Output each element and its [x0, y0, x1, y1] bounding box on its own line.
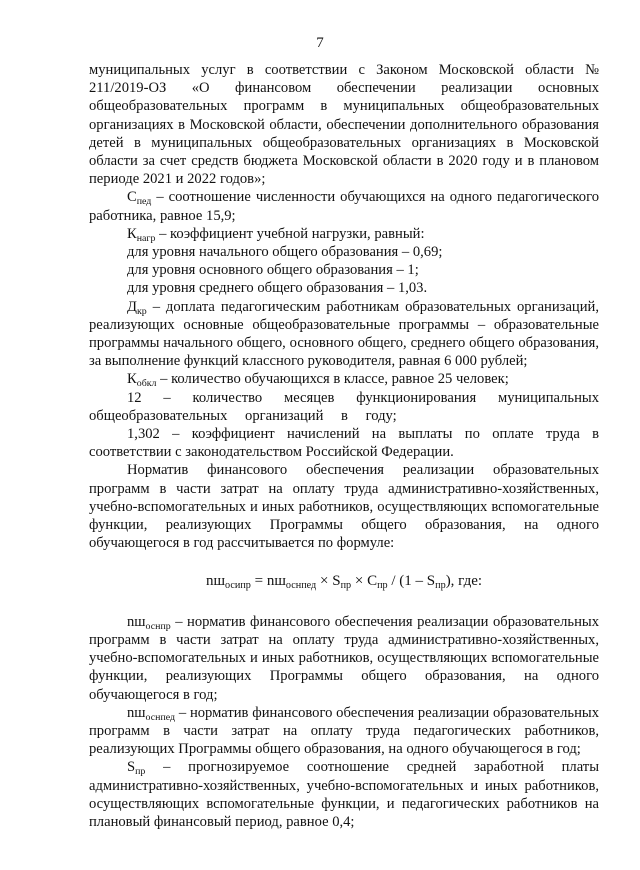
symbol: К	[127, 371, 137, 388]
symbol-subscript: оснпед	[145, 711, 176, 723]
definition-text: – соотношение численности обучающихся на одного педагогического работника, равное 15,9;	[89, 189, 599, 224]
definition-text: – количество обучающихся в классе, равное 25 человек;	[156, 371, 509, 388]
symbol-subscript: нагр	[136, 232, 156, 244]
symbol: S	[127, 759, 136, 776]
paragraph-normative-intro: Норматив финансового обеспечения реализации образовательных программ в части затрат на оплату труда административно-хозяйственных, учебно-вспомогательных и иных работников, осуществляющих вспомогательные функции, реализующих Программы общего образования, на одного обучающегося в год рассчитывается по формуле:	[89, 462, 599, 552]
formula-term: nш	[205, 573, 225, 590]
symbol-subscript: оснпр	[145, 620, 171, 632]
paragraph-law-reference: муниципальных услуг в соответствии с Законом Московской области № 211/2019-ОЗ «О финансовом обеспечении реализации основных общеобразовательных программ в муниципальных общеобразовательных организациях в Московской области, обеспечении дополнительного образования детей в муниципальных общеобразовательных организациях в Московской области за счет средств бюджета Московской области в 2020 году и в плановом периоде 2021 и 2022 годов»;	[89, 62, 599, 188]
formula	[89, 572, 599, 590]
document-body	[89, 61, 599, 831]
definition-k-obkl	[89, 370, 599, 388]
definition-text: – коэффициент учебной нагрузки, равный:	[155, 225, 425, 242]
formula-term: = nш	[250, 573, 286, 590]
definition-d-kr	[89, 298, 599, 371]
definition-c-ped	[89, 188, 599, 224]
level-basic: для уровня основного общего образования – 1;	[127, 262, 419, 279]
formula-term: ), где:	[445, 573, 483, 590]
definition-k-nagr	[89, 225, 599, 243]
definition-s-pr	[89, 758, 599, 831]
formula-subscript: осипр	[225, 580, 251, 592]
symbol-subscript: пед	[136, 196, 152, 208]
page-number: 7	[316, 35, 324, 51]
definition-nsh-osnped	[89, 704, 599, 759]
formula-subscript: пр	[435, 580, 446, 592]
level-primary: для уровня начального общего образования – 0,69;	[127, 244, 443, 261]
formula-subscript: пр	[377, 580, 388, 592]
formula-term: × S	[316, 573, 341, 590]
symbol: nш	[127, 704, 146, 721]
definition-nsh-osnpr	[89, 613, 599, 704]
definition-text: – доплата педагогическим работникам образовательных организаций, реализующих основные общеобразовательные программы – образовательные программы начального общего, основного общего, среднего общего образования, за выполнение функций классного руководителя, равная 6 000 рублей;	[89, 298, 599, 370]
symbol-subscript: обкл	[136, 378, 157, 390]
symbol: К	[127, 225, 137, 242]
definition-text: – норматив финансового обеспечения реализации образовательных программ в части затрат на оплату труда административно-хозяйственных, учебно-вспомогательных и иных работников, осуществляющих вспомогательные функции, реализующих Программы общего образования, на одного обучающегося в год;	[89, 613, 599, 703]
formula-term: × С	[351, 573, 378, 590]
symbol: С	[127, 189, 137, 206]
symbol: Д	[127, 298, 137, 315]
symbol: nш	[127, 613, 146, 630]
formula-subscript: пр	[340, 580, 352, 592]
paragraph-coefficient-1302: 1,302 – коэффициент начислений на выплаты по оплате труда в соответствии с законодательством Российской Федерации.	[89, 426, 599, 461]
paragraph-12-months: 12 – количество месяцев функционирования муниципальных общеобразовательных организаций в году;	[89, 389, 599, 424]
definition-text: – прогнозируемое соотношение средней заработной платы административно-хозяйственных, учебно-вспомогательных и иных работников, осуществляющих вспомогательные функции, и педагогических работников на плановый финансовый период, равное 0,4;	[89, 759, 599, 830]
formula-subscript: оснпед	[285, 580, 317, 592]
definition-text: – норматив финансового обеспечения реализации образовательных программ в части затрат на оплату труда педагогических работников, реализующих Программы общего образования, на одного обучающегося в год;	[89, 704, 599, 758]
formula-term: / (1 – S	[387, 573, 436, 590]
level-secondary: для уровня среднего общего образования – 1,03.	[127, 280, 428, 297]
symbol-subscript: кр	[136, 305, 147, 317]
symbol-subscript: пр	[135, 766, 146, 778]
